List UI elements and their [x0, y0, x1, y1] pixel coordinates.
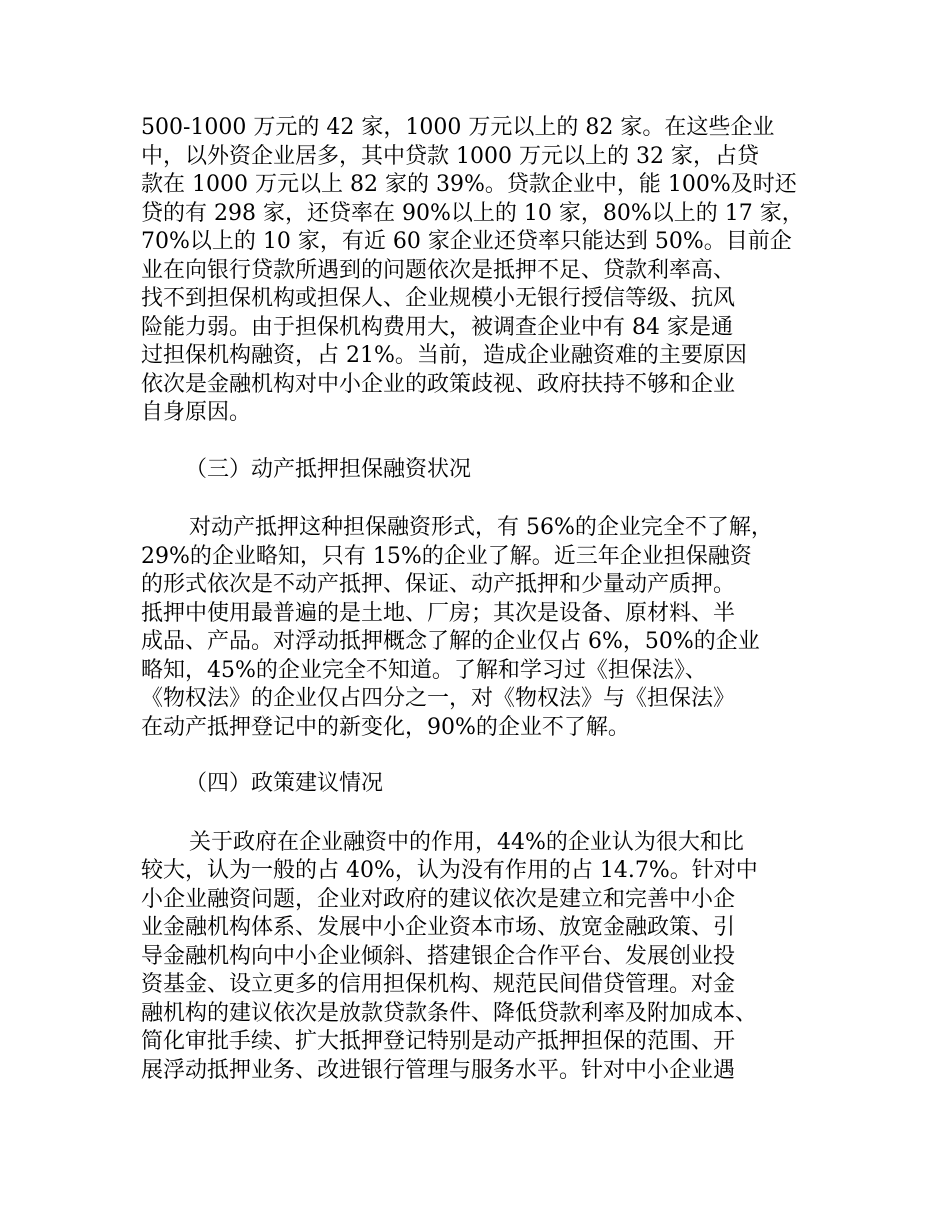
text-line: 资基金、设立更多的信用担保机构、规范民间借贷管理。对金 — [141, 972, 736, 997]
text-line: 融机构的建议依次是放款贷款条件、降低贷款利率及附加成本、 — [141, 1000, 758, 1026]
paragraph-movable-property — [141, 514, 817, 742]
text-line: 的形式依次是不动产抵押、保证、动产抵押和少量动产质押。 — [141, 572, 736, 597]
section-heading-movable-property: （三）动产抵押担保融资状况 — [185, 456, 472, 482]
text-line: 款在 1000 万元以上 82 家的 39%。贷款企业中，能 100%及时还 — [141, 172, 797, 197]
text-line: 对动产抵押这种担保融资形式，有 56%的企业完全不了解， — [189, 515, 773, 540]
text-line: 在动产抵押登记中的新变化，90%的企业不了解。 — [141, 714, 630, 740]
text-line: 自身原因。 — [141, 400, 252, 425]
text-line: 中，以外资企业居多，其中贷款 1000 万元以上的 32 家，占贷 — [141, 143, 759, 169]
text-line: 找不到担保机构或担保人、企业规模小无银行授信等级、抗风 — [141, 286, 736, 311]
text-line: 业金融机构体系、发展中小企业资本市场、放宽金融政策、引 — [141, 915, 736, 940]
text-line: 29%的企业略知，只有 15%的企业了解。近三年企业担保融资 — [141, 543, 752, 569]
text-line: 抵押中使用最普遍的是土地、厂房；其次是设备、原材料、半 — [141, 600, 736, 626]
paragraph-financing-loans — [141, 114, 817, 428]
text-line: 过担保机构融资，占 21%。当前，造成企业融资难的主要原因 — [141, 343, 747, 368]
text-line: 70%以上的 10 家，有近 60 家企业还贷率只能达到 50%。目前企 — [141, 229, 792, 254]
text-line: 《物权法》的企业仅占四分之一，对《物权法》与《担保法》 — [141, 686, 736, 711]
text-line: 较大，认为一般的占 40%，认为没有作用的占 14.7%。针对中 — [141, 858, 758, 883]
text-line: 略知，45%的企业完全不知道。了解和学习过《担保法》、 — [141, 657, 707, 683]
text-line: 依次是金融机构对中小企业的政策歧视、政府扶持不够和企业 — [141, 371, 736, 397]
text-line: 小企业融资问题，企业对政府的建议依次是建立和完善中小企 — [141, 886, 736, 912]
text-line: 贷的有 298 家，还贷率在 90%以上的 10 家，80%以上的 17 家， — [141, 200, 804, 226]
text-line: 成品、产品。对浮动抵押概念了解的企业仅占 6%，50%的企业 — [141, 629, 760, 654]
text-line: 业在向银行贷款所遇到的问题依次是抵押不足、贷款利率高、 — [141, 257, 736, 283]
text-line: 简化审批手续、扩大抵押登记特别是动产抵押担保的范围、开 — [141, 1029, 736, 1054]
text-line: 500-1000 万元的 42 家，1000 万元以上的 82 家。在这些企业 — [141, 115, 775, 140]
text-line: 导金融机构向中小企业倾斜、搭建银企合作平台、发展创业投 — [141, 943, 736, 969]
text-line: 关于政府在企业融资中的作用，44%的企业认为很大和比 — [189, 829, 744, 855]
document-body — [141, 114, 817, 1085]
text-line: 展浮动抵押业务、改进银行管理与服务水平。针对中小企业遇 — [141, 1057, 736, 1083]
section-heading-policy-suggestions: （四）政策建议情况 — [185, 771, 384, 796]
paragraph-policy-suggestions — [141, 829, 817, 1086]
text-line: 险能力弱。由于担保机构费用大，被调查企业中有 84 家是通 — [141, 314, 733, 340]
